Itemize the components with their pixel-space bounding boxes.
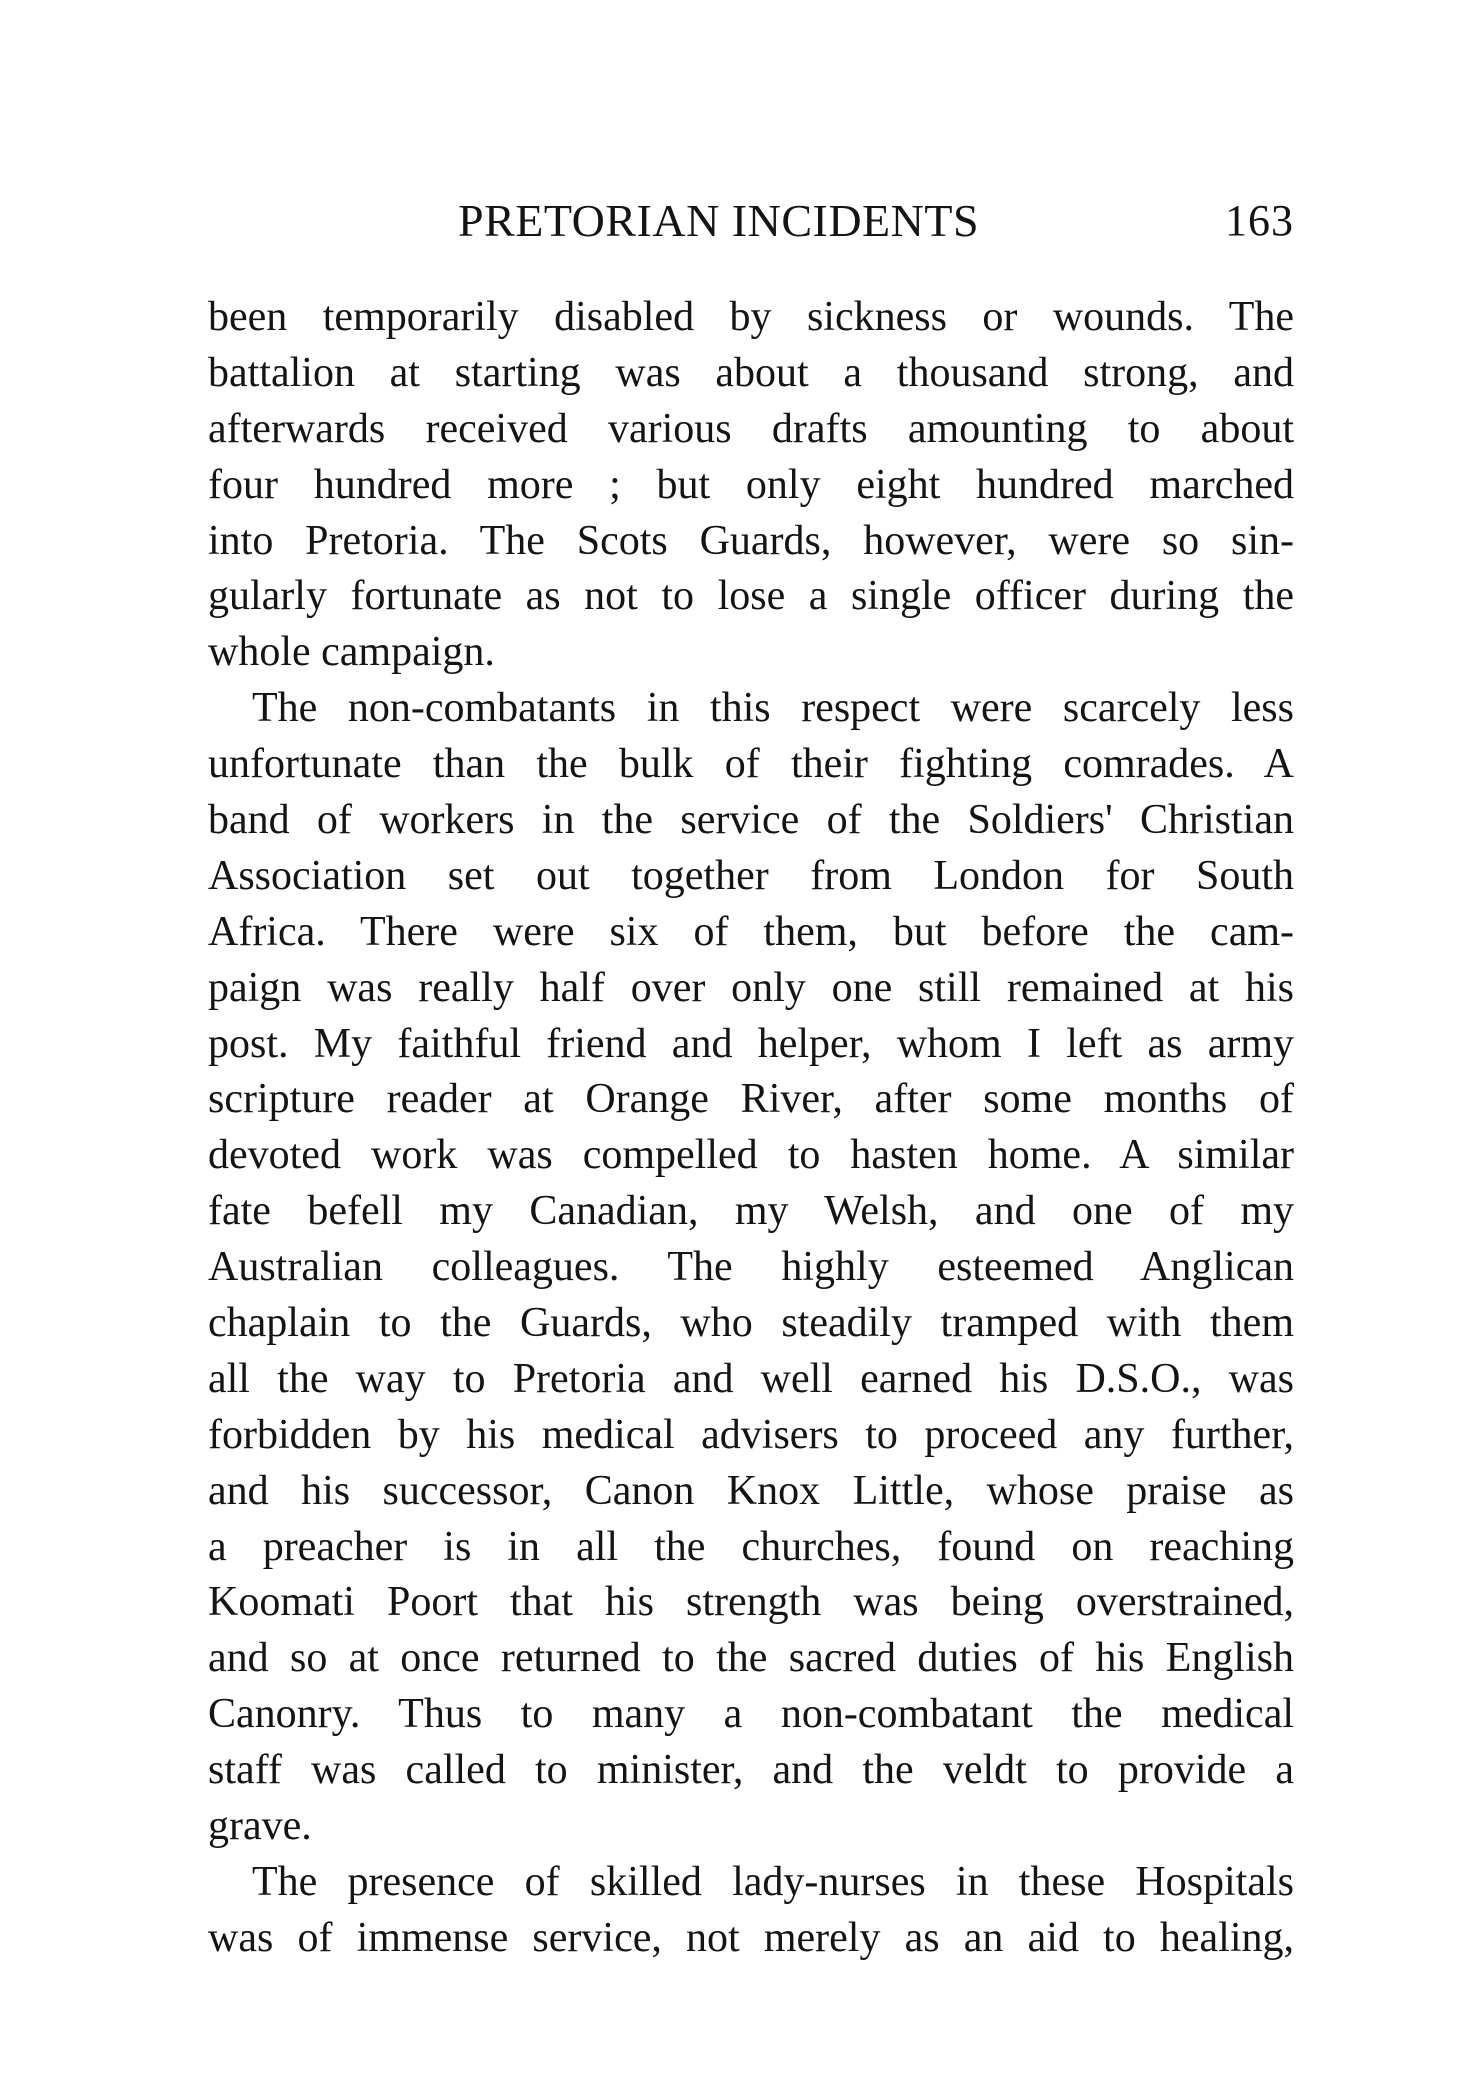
text-line: grave. [208, 1803, 312, 1850]
text-line: Association set out together from London for South [208, 852, 1294, 899]
text-line: all the way to Pretoria and well earned his D.S.O., was [208, 1355, 1294, 1402]
text-line: gularly fortunate as not to lose a single officer during the [208, 573, 1294, 620]
text-line: and so at once returned to the sacred duties of his English [208, 1635, 1294, 1682]
text-line: fate befell my Canadian, my Welsh, and one of my [208, 1188, 1294, 1235]
text-line: been temporarily disabled by sickness or wounds. The [208, 294, 1294, 340]
text-line: Africa. There were six of them, but before the cam- [208, 908, 1294, 955]
paragraph-2 [208, 681, 1294, 1855]
text-line: band of workers in the service of the Soldiers' Christian [208, 797, 1294, 844]
paragraph-1 [208, 290, 1294, 681]
text-line: staff was called to minister, and the veldt to provide a [208, 1747, 1294, 1794]
page-number: 163 [1225, 196, 1294, 245]
text-line: chaplain to the Guards, who steadily tramped with them [208, 1300, 1294, 1347]
text-line: a preacher is in all the churches, found on reaching [208, 1523, 1294, 1570]
text-line: battalion at starting was about a thousand strong, and [208, 349, 1294, 396]
running-head [208, 196, 1294, 256]
text-line: scripture reader at Orange River, after some months of [208, 1076, 1294, 1123]
paragraph-3 [208, 1855, 1294, 1967]
text-line: Canonry. Thus to many a non-combatant the medical [208, 1691, 1294, 1738]
text-line: afterwards received various drafts amounting to about [208, 405, 1294, 452]
text-line: post. My faithful friend and helper, whom I left as army [208, 1020, 1294, 1067]
text-line: whole campaign. [208, 629, 495, 676]
running-title: PRETORIAN INCIDENTS [458, 195, 980, 246]
text-line: The presence of skilled lady-nurses in these Hospitals [252, 1858, 1294, 1905]
text-line: into Pretoria. The Scots Guards, however, were so sin- [208, 517, 1294, 564]
text-line: was of immense service, not merely as an aid to healing, [208, 1914, 1294, 1961]
text-line: paign was really half over only one still remained at his [208, 964, 1294, 1011]
text-line: Koomati Poort that his strength was being overstrained, [208, 1579, 1294, 1626]
text-line: Australian colleagues. The highly esteemed Anglican [208, 1244, 1294, 1291]
text-line: forbidden by his medical advisers to proceed any further, [208, 1411, 1294, 1458]
text-line: unfortunate than the bulk of their fighting comrades. A [208, 741, 1294, 788]
text-line: devoted work was compelled to hasten home. A similar [208, 1132, 1294, 1179]
text-line: four hundred more ; but only eight hundred marched [208, 461, 1294, 508]
text-line: and his successor, Canon Knox Little, whose praise as [208, 1467, 1294, 1514]
body-text [208, 290, 1294, 1967]
text-line: The non-combatants in this respect were scarcely less [252, 685, 1294, 732]
